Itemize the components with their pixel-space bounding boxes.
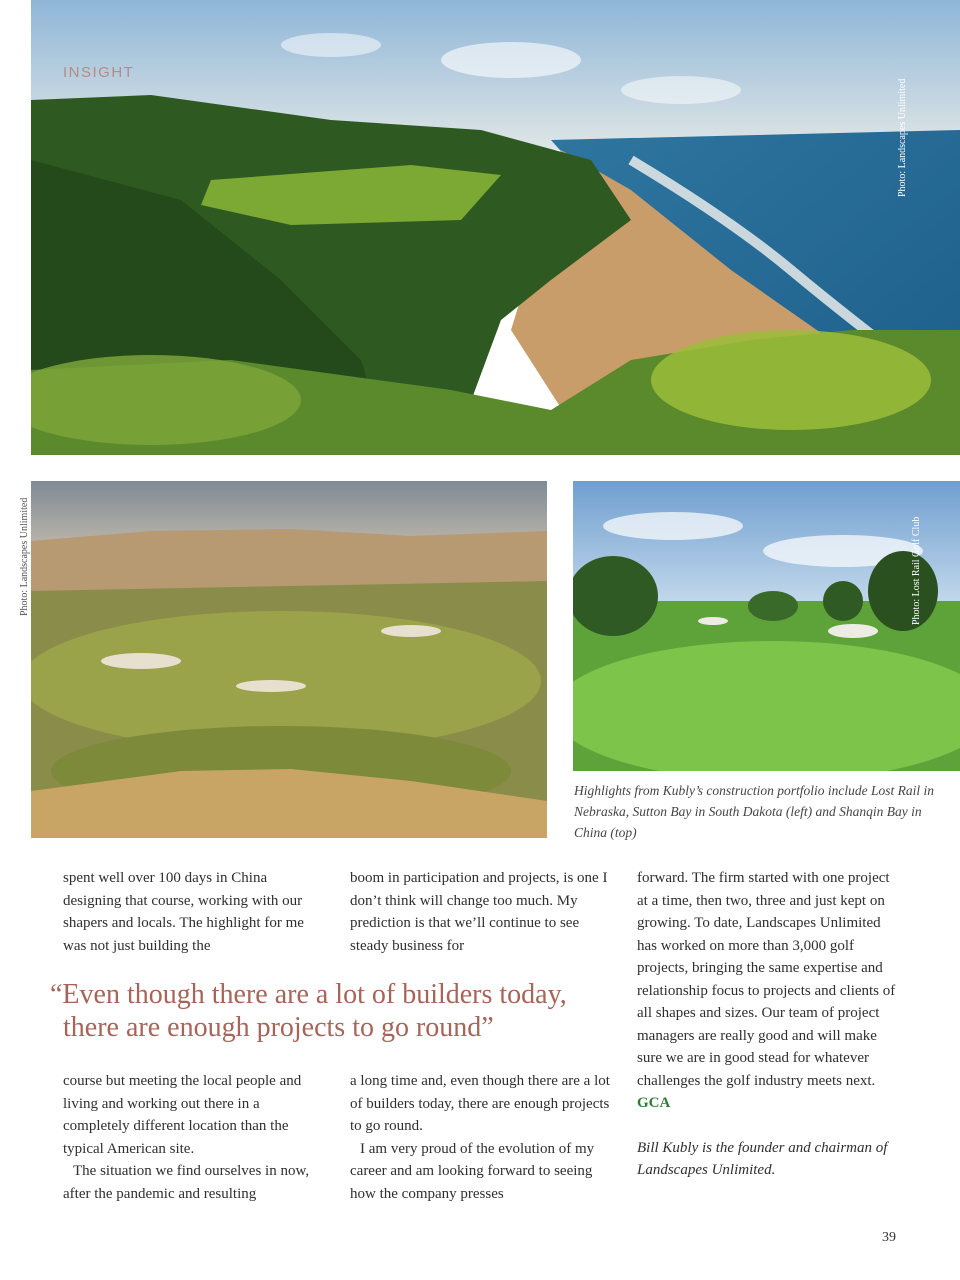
pull-quote-line-2: there are enough projects to go round”: [63, 1012, 494, 1043]
article-col2-top: boom in participation and projects, is one I don’t think will change too much. My prediction is that we’ll continue to see steady business for: [350, 870, 608, 954]
lost-rail-photo: [573, 481, 960, 771]
photo-credit-right: Photo: Lost Rail Golf Club: [911, 516, 922, 625]
page-number: 39: [882, 1230, 896, 1245]
photo-credit-top: Photo: Landscapes Unlimited: [897, 78, 908, 197]
sutton-bay-photo: [31, 481, 547, 838]
photo-credit-left: Photo: Landscapes Unlimited: [19, 497, 30, 616]
article-paragraph: forward. The firm started with one project at a time, then two, three and just kept on growing. To date, Landscapes Unlimited has worked on more than 3,000 golf projects, bringing the same expertise and relationship focus to projects and clients of all shapes and sizes. Our team of project managers are really good and will make sure we are in good stead for whatever challenges the golf industry meets next.: [637, 870, 896, 1089]
coastal-golf-course-photo: [31, 0, 960, 455]
author-bio: Bill Kubly is the founder and chairman of Landscapes Unlimited.: [637, 1139, 888, 1178]
article-col3: [637, 867, 899, 1182]
section-label: INSIGHT: [63, 64, 135, 81]
article-paragraph: a long time and, even though there are a lot of builders today, there are enough projects to go round.: [350, 1073, 610, 1134]
gca-signoff: GCA: [637, 1095, 671, 1111]
article-paragraph: course but meeting the local people and living and working out there in a completely different location than the typical American site.: [63, 1073, 302, 1157]
article-paragraph: The situation we find ourselves in now, after the pandemic and resulting: [63, 1163, 310, 1202]
article-paragraph: I am very proud of the evolution of my career and am looking forward to seeing how the company presses: [350, 1140, 595, 1202]
photo-caption: Highlights from Kubly’s construction portfolio include Lost Rail in Nebraska, Sutton Bay in South Dakota (left) and Shanqin Bay in China (top): [574, 783, 935, 840]
pull-quote-line-1: “Even though there are a lot of builders today,: [50, 979, 567, 1010]
pull-quote: [50, 978, 630, 1044]
article-col1-bottom: [63, 1070, 325, 1205]
article-col1-top: spent well over 100 days in China designing that course, working with our shapers and locals. The highlight for me was not just building the: [63, 870, 304, 954]
article-col2-bottom: [350, 1070, 612, 1205]
